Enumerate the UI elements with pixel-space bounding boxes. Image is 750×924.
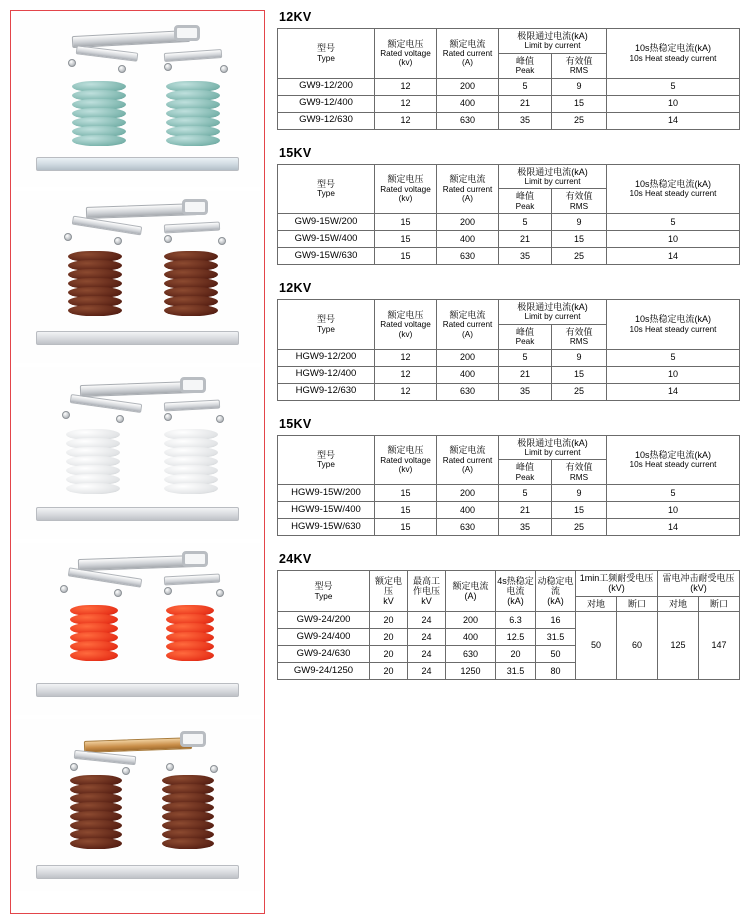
header-rated-voltage: 额定电压 Rated voltage (kv): [375, 164, 437, 214]
header-max-working-voltage: 最高工作电压 kV: [408, 571, 446, 612]
cell-model: HGW9-15W/630: [278, 519, 375, 536]
cell-heat: 14: [607, 248, 740, 265]
cell-current: 630: [437, 519, 499, 536]
table-row: [278, 349, 740, 366]
header-rated-voltage: 额定电压 kV: [370, 571, 408, 612]
section-title-1: 12KV: [279, 10, 312, 24]
cell-current: 200: [446, 612, 496, 629]
cell-voltage: 12: [375, 349, 437, 366]
header-impulse-withstand: 雷电冲击耐受电压 (kV): [658, 571, 740, 597]
section-title-3: 12KV: [279, 281, 312, 296]
header-pf-gap: 断口: [617, 596, 658, 611]
cell-heat: 5: [607, 78, 740, 95]
cell-voltage: 15: [375, 231, 437, 248]
header-rated-voltage: 额定电压 Rated voltage (kv): [375, 435, 437, 485]
product-photo-gw9-15kv: [14, 191, 261, 363]
table-row: [278, 78, 740, 95]
header-model: 型号 Type: [278, 29, 375, 79]
cell-rms: 9: [552, 349, 607, 366]
cell-rms: 25: [552, 112, 607, 129]
cell-heat: 14: [607, 519, 740, 536]
cell-current: 200: [437, 485, 499, 502]
cell-model: GW9-24/200: [278, 612, 370, 629]
cell-rms: 25: [552, 248, 607, 265]
cell-pf-to-earth: 50: [576, 612, 617, 680]
cell-imp-to-earth: 125: [658, 612, 699, 680]
cell-4s: 20: [496, 646, 536, 663]
cell-imp-gap: 147: [699, 612, 740, 680]
cell-peak: 35: [499, 519, 552, 536]
header-rms: 有效值 RMS: [552, 189, 607, 214]
cell-voltage: 20: [370, 612, 408, 629]
table-row: [278, 519, 740, 536]
table-row: [278, 502, 740, 519]
cell-4s: 12.5: [496, 629, 536, 646]
header-peak: 峰值 Peak: [499, 460, 552, 485]
header-limit-current: 极限通过电流(kA) Limit by current: [499, 435, 607, 460]
cell-heat: 5: [607, 214, 740, 231]
header-rms: 有效值 RMS: [552, 324, 607, 349]
cell-heat: 10: [607, 231, 740, 248]
cell-voltage: 15: [375, 485, 437, 502]
cell-current: 630: [446, 646, 496, 663]
cell-rms: 15: [552, 95, 607, 112]
cell-peak: 35: [499, 383, 552, 400]
cell-current: 400: [446, 629, 496, 646]
cell-model: GW9-12/400: [278, 95, 375, 112]
header-model: 型号 Type: [278, 435, 375, 485]
cell-model: GW9-12/630: [278, 112, 375, 129]
header-rated-voltage: 额定电压 Rated voltage (kv): [375, 29, 437, 79]
cell-model: HGW9-12/630: [278, 383, 375, 400]
cell-peak: 21: [499, 231, 552, 248]
table-row: [278, 366, 740, 383]
section-title-4: 15KV: [279, 416, 312, 431]
cell-model: GW9-15W/400: [278, 231, 375, 248]
header-peak: 峰值 Peak: [499, 53, 552, 78]
header-rms: 有效值 RMS: [552, 53, 607, 78]
cell-voltage: 12: [375, 383, 437, 400]
header-rated-current: 额定电流 Rated current (A): [437, 164, 499, 214]
cell-rms: 15: [552, 366, 607, 383]
header-power-frequency-withstand: 1min工频耐受电压 (kV): [576, 571, 658, 597]
cell-current: 200: [437, 214, 499, 231]
header-rated-current: 额定电流 Rated current (A): [437, 300, 499, 350]
cell-voltage: 15: [375, 502, 437, 519]
cell-peak: 35: [499, 248, 552, 265]
header-peak: 峰值 Peak: [499, 324, 552, 349]
header-imp-to-earth: 对地: [658, 596, 699, 611]
cell-model: HGW9-12/400: [278, 366, 375, 383]
cell-rms: 9: [552, 78, 607, 95]
table-row: [278, 231, 740, 248]
table-row: [278, 95, 740, 112]
product-photo-gw9-24kv: [14, 719, 261, 891]
header-4s-thermal: 4s热稳定电流 (kA): [496, 571, 536, 612]
header-rms: 有效值 RMS: [552, 460, 607, 485]
cell-model: GW9-24/1250: [278, 663, 370, 680]
cell-model: GW9-15W/200: [278, 214, 375, 231]
cell-4s: 6.3: [496, 612, 536, 629]
cell-rms: 25: [552, 383, 607, 400]
header-rated-current: 额定电流 Rated current (A): [437, 435, 499, 485]
header-limit-current: 极限通过电流(kA) Limit by current: [499, 300, 607, 325]
cell-heat: 14: [607, 383, 740, 400]
header-peak: 峰值 Peak: [499, 189, 552, 214]
header-model: 型号 Type: [278, 571, 370, 612]
header-heat-steady: 10s热稳定电流(kA) 10s Heat steady current: [607, 435, 740, 485]
header-dynamic-stability: 动稳定电流 (kA): [536, 571, 576, 612]
cell-current: 400: [437, 231, 499, 248]
cell-voltage: 15: [375, 519, 437, 536]
cell-voltage: 20: [370, 629, 408, 646]
cell-model: GW9-15W/630: [278, 248, 375, 265]
cell-voltage: 15: [375, 248, 437, 265]
header-limit-current: 极限通过电流(kA) Limit by current: [499, 29, 607, 54]
product-photo-column: [10, 10, 265, 914]
cell-heat: 10: [607, 502, 740, 519]
cell-heat: 14: [607, 112, 740, 129]
product-photo-hgw9-12kv: [14, 367, 261, 539]
header-model: 型号 Type: [278, 300, 375, 350]
header-limit-current: 极限通过电流(kA) Limit by current: [499, 164, 607, 189]
cell-current: 630: [437, 112, 499, 129]
cell-rms: 15: [552, 231, 607, 248]
cell-voltage: 12: [375, 366, 437, 383]
header-rated-voltage: 额定电压 Rated voltage (kv): [375, 300, 437, 350]
cell-max-voltage: 24: [408, 646, 446, 663]
cell-heat: 10: [607, 366, 740, 383]
spec-table-gw9-24kv: [277, 570, 740, 680]
cell-dynamic: 80: [536, 663, 576, 680]
cell-model: GW9-12/200: [278, 78, 375, 95]
cell-model: GW9-24/630: [278, 646, 370, 663]
table-row: [278, 383, 740, 400]
cell-current: 630: [437, 248, 499, 265]
cell-peak: 5: [499, 78, 552, 95]
cell-heat: 5: [607, 485, 740, 502]
header-model: 型号 Type: [278, 164, 375, 214]
cell-voltage: 12: [375, 78, 437, 95]
cell-peak: 5: [499, 214, 552, 231]
cell-4s: 31.5: [496, 663, 536, 680]
header-heat-steady: 10s热稳定电流(kA) 10s Heat steady current: [607, 164, 740, 214]
header-heat-steady: 10s热稳定电流(kA) 10s Heat steady current: [607, 29, 740, 79]
cell-model: GW9-24/400: [278, 629, 370, 646]
spec-table-hgw9-12kv: [277, 299, 740, 401]
cell-rms: 15: [552, 502, 607, 519]
cell-dynamic: 31.5: [536, 629, 576, 646]
header-rated-current: 额定电流 (A): [446, 571, 496, 612]
cell-max-voltage: 24: [408, 612, 446, 629]
header-imp-gap: 断口: [699, 596, 740, 611]
product-photo-gw9-12kv: [14, 15, 261, 187]
cell-pf-gap: 60: [617, 612, 658, 680]
spec-table-hgw9-15kv: [277, 435, 740, 537]
cell-rms: 9: [552, 485, 607, 502]
header-heat-steady: 10s热稳定电流(kA) 10s Heat steady current: [607, 300, 740, 350]
section-title-5: 24KV: [279, 552, 312, 567]
header-rated-current: 额定电流 Rated current (A): [437, 29, 499, 79]
cell-rms: 25: [552, 519, 607, 536]
cell-voltage: 12: [375, 112, 437, 129]
cell-current: 400: [437, 95, 499, 112]
table-row: [278, 612, 740, 629]
cell-peak: 21: [499, 366, 552, 383]
header-pf-to-earth: 对地: [576, 596, 617, 611]
cell-voltage: 15: [375, 214, 437, 231]
cell-current: 630: [437, 383, 499, 400]
cell-model: HGW9-15W/400: [278, 502, 375, 519]
cell-max-voltage: 24: [408, 629, 446, 646]
cell-dynamic: 16: [536, 612, 576, 629]
cell-current: 200: [437, 78, 499, 95]
cell-voltage: 12: [375, 95, 437, 112]
cell-current: 400: [437, 502, 499, 519]
cell-rms: 9: [552, 214, 607, 231]
cell-peak: 5: [499, 349, 552, 366]
spec-table-gw9-15kv: [277, 164, 740, 266]
cell-model: HGW9-15W/200: [278, 485, 375, 502]
cell-voltage: 20: [370, 646, 408, 663]
cell-max-voltage: 24: [408, 663, 446, 680]
cell-peak: 35: [499, 112, 552, 129]
cell-heat: 5: [607, 349, 740, 366]
cell-peak: 21: [499, 95, 552, 112]
cell-dynamic: 50: [536, 646, 576, 663]
table-row: [278, 485, 740, 502]
cell-model: HGW9-12/200: [278, 349, 375, 366]
cell-heat: 10: [607, 95, 740, 112]
spec-tables-column: [277, 10, 740, 696]
product-photo-hgw9-15kv: [14, 543, 261, 715]
table-row: [278, 248, 740, 265]
cell-current: 1250: [446, 663, 496, 680]
table-row: [278, 112, 740, 129]
cell-current: 400: [437, 366, 499, 383]
table-row: [278, 214, 740, 231]
cell-peak: 5: [499, 485, 552, 502]
section-title-2: 15KV: [279, 145, 312, 160]
cell-peak: 21: [499, 502, 552, 519]
cell-current: 200: [437, 349, 499, 366]
spec-table-gw9-12kv: [277, 28, 740, 130]
cell-voltage: 20: [370, 663, 408, 680]
